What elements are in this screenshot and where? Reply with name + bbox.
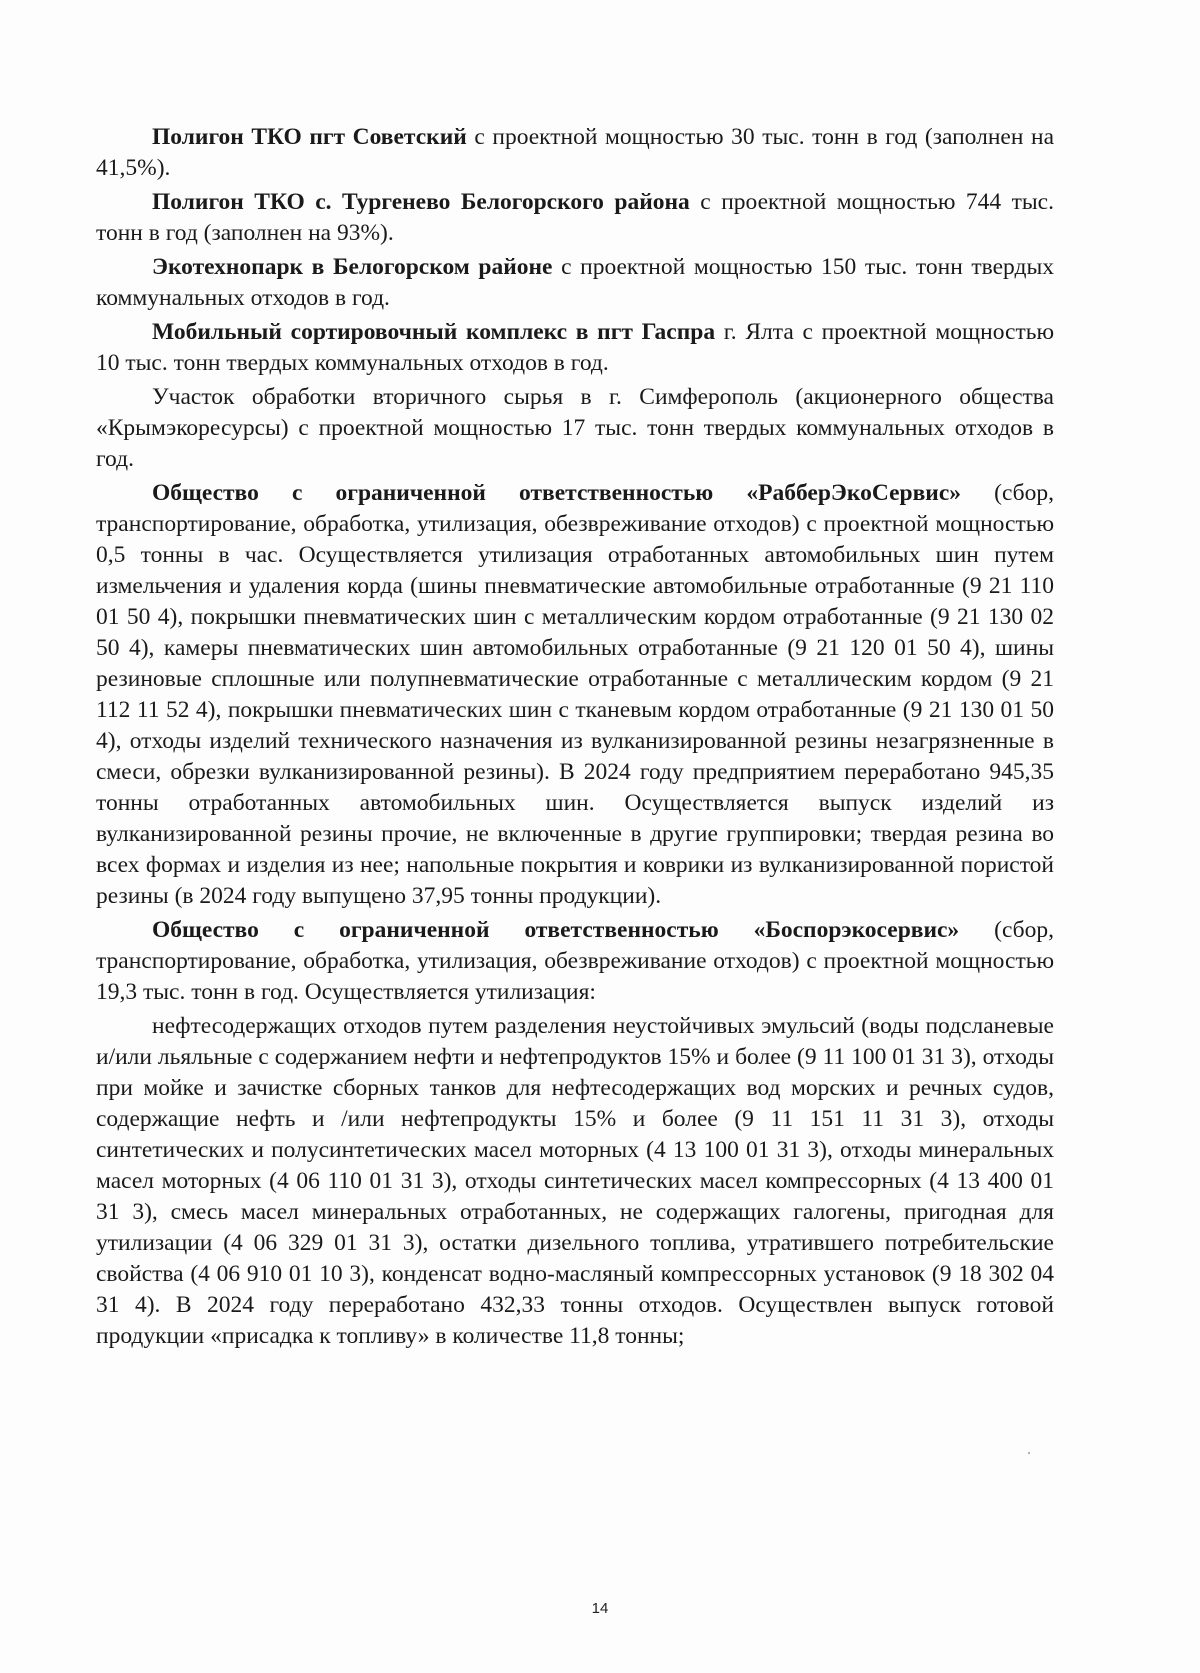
paragraph-text: с проектной мощностью 30 тыс. тонн в год (заполнен на 41,5%). [96, 124, 1054, 181]
paragraph-polygon-turgenevo [96, 187, 1054, 249]
paragraph-lead: Общество с ограниченной ответственностью «Боспорэкосервис» [152, 917, 960, 943]
paragraph-mobile-sorting-complex [96, 317, 1054, 379]
paragraph-lead: Полигон ТКО пгт Советский [152, 124, 467, 150]
paragraph-lead: Полигон ТКО с. Тургенево Белогорского района [152, 189, 690, 215]
paragraph-text: с проектной мощностью 150 тыс. тонн твердых коммунальных отходов в год. [96, 254, 1054, 311]
paragraph-bosporecoservice [96, 915, 1054, 1008]
paragraph-text: (сбор, транспортирование, обработка, утилизация, обезвреживание отходов) с проектной мощностью 19,3 тыс. тонн в год. Осуществляется утилизация: [96, 917, 1054, 1005]
paragraph-rubberecoservice [96, 478, 1054, 912]
page-number: 14 [591, 1600, 609, 1617]
paragraph-lead: Мобильный сортировочный комплекс в пгт Гаспра [152, 319, 716, 345]
paragraph-oil-waste [96, 1011, 1054, 1352]
paragraph-lead: Общество с ограниченной ответственностью «РабберЭкоСервис» [152, 480, 961, 506]
paragraph-text: (сбор, транспортирование, обработка, утилизация, обезвреживание отходов) с проектной мощностью 0,5 тонны в час. Осуществляется утилизация отработанных автомобильных шин путем измельчения и удаления корда (шины пневматические автомобильные отработанные (9 21 110 01 50 4), покрышки пневматических шин с металлическим кордом отработанные (9 21 130 02 50 4), камеры пневматических шин автомобильных отработанные (9 21 120 01 50 4), шины резиновые сплошные или полупневматические отработанные с металлическим кордом (9 21 112 11 52 4), покрышки пневматических шин с тканевым кордом отработанные (9 21 130 01 50 4), отходы изделий технического назначения из вулканизированной резины незагрязненные в смеси, обрезки вулканизированной резины). В 2024 году предприятием переработано 945,35 тонны отработанных автомобильных шин. Осуществляется выпуск изделий из вулканизированной резины прочие, не включенные в другие группировки; твердая резина во всех формах и изделия из нее; напольные покрытия и коврики из вулканизированной пористой резины (в 2024 году выпущено 37,95 тонны продукции). [96, 480, 1054, 909]
paragraph-ecotechnopark [96, 252, 1054, 314]
paragraph-lead: Экотехнопарк в Белогорском районе [152, 254, 553, 280]
paragraph-text: с проектной мощностью 744 тыс. тонн в год (заполнен на 93%). [96, 189, 1054, 246]
scan-speck [1028, 1452, 1030, 1454]
body-text [96, 122, 1054, 1352]
paragraph-text: г. Ялта с проектной мощностью 10 тыс. тонн твердых коммунальных отходов в год. [96, 319, 1054, 376]
paragraph-polygon-sovetsky [96, 122, 1054, 184]
paragraph-text: Участок обработки вторичного сырья в г. Симферополь (акционерного общества «Крымэкоресурсы) с проектной мощностью 17 тыс. тонн твердых коммунальных отходов в год. [96, 384, 1054, 472]
paragraph-text: нефтесодержащих отходов путем разделения неустойчивых эмульсий (воды подсланевые и/или льяльные с содержанием нефти и нефтепродуктов 15% и более (9 11 100 01 31 3), отходы при мойке и зачистке сборных танков для нефтесодержащих вод морских и речных судов, содержащие нефть и /или нефтепродукты 15% и более (9 11 151 11 31 3), отходы синтетических и полусинтетических масел моторных (4 13 100 01 31 3), отходы минеральных масел моторных (4 06 110 01 31 3), отходы синтетических масел компрессорных (4 13 400 01 31 3), смесь масел минеральных отработанных, не содержащих галогены, пригодная для утилизации (4 06 329 01 31 3), остатки дизельного топлива, утратившего потребительские свойства (4 06 910 01 10 3), конденсат водно-масляный компрессорных установок (9 18 302 04 31 4). В 2024 году переработано 432,33 тонны отходов. Осуществлен выпуск готовой продукции «присадка к топливу» в количестве 11,8 тонны; [96, 1013, 1054, 1349]
paragraph-secondary-raw-site [96, 382, 1054, 475]
